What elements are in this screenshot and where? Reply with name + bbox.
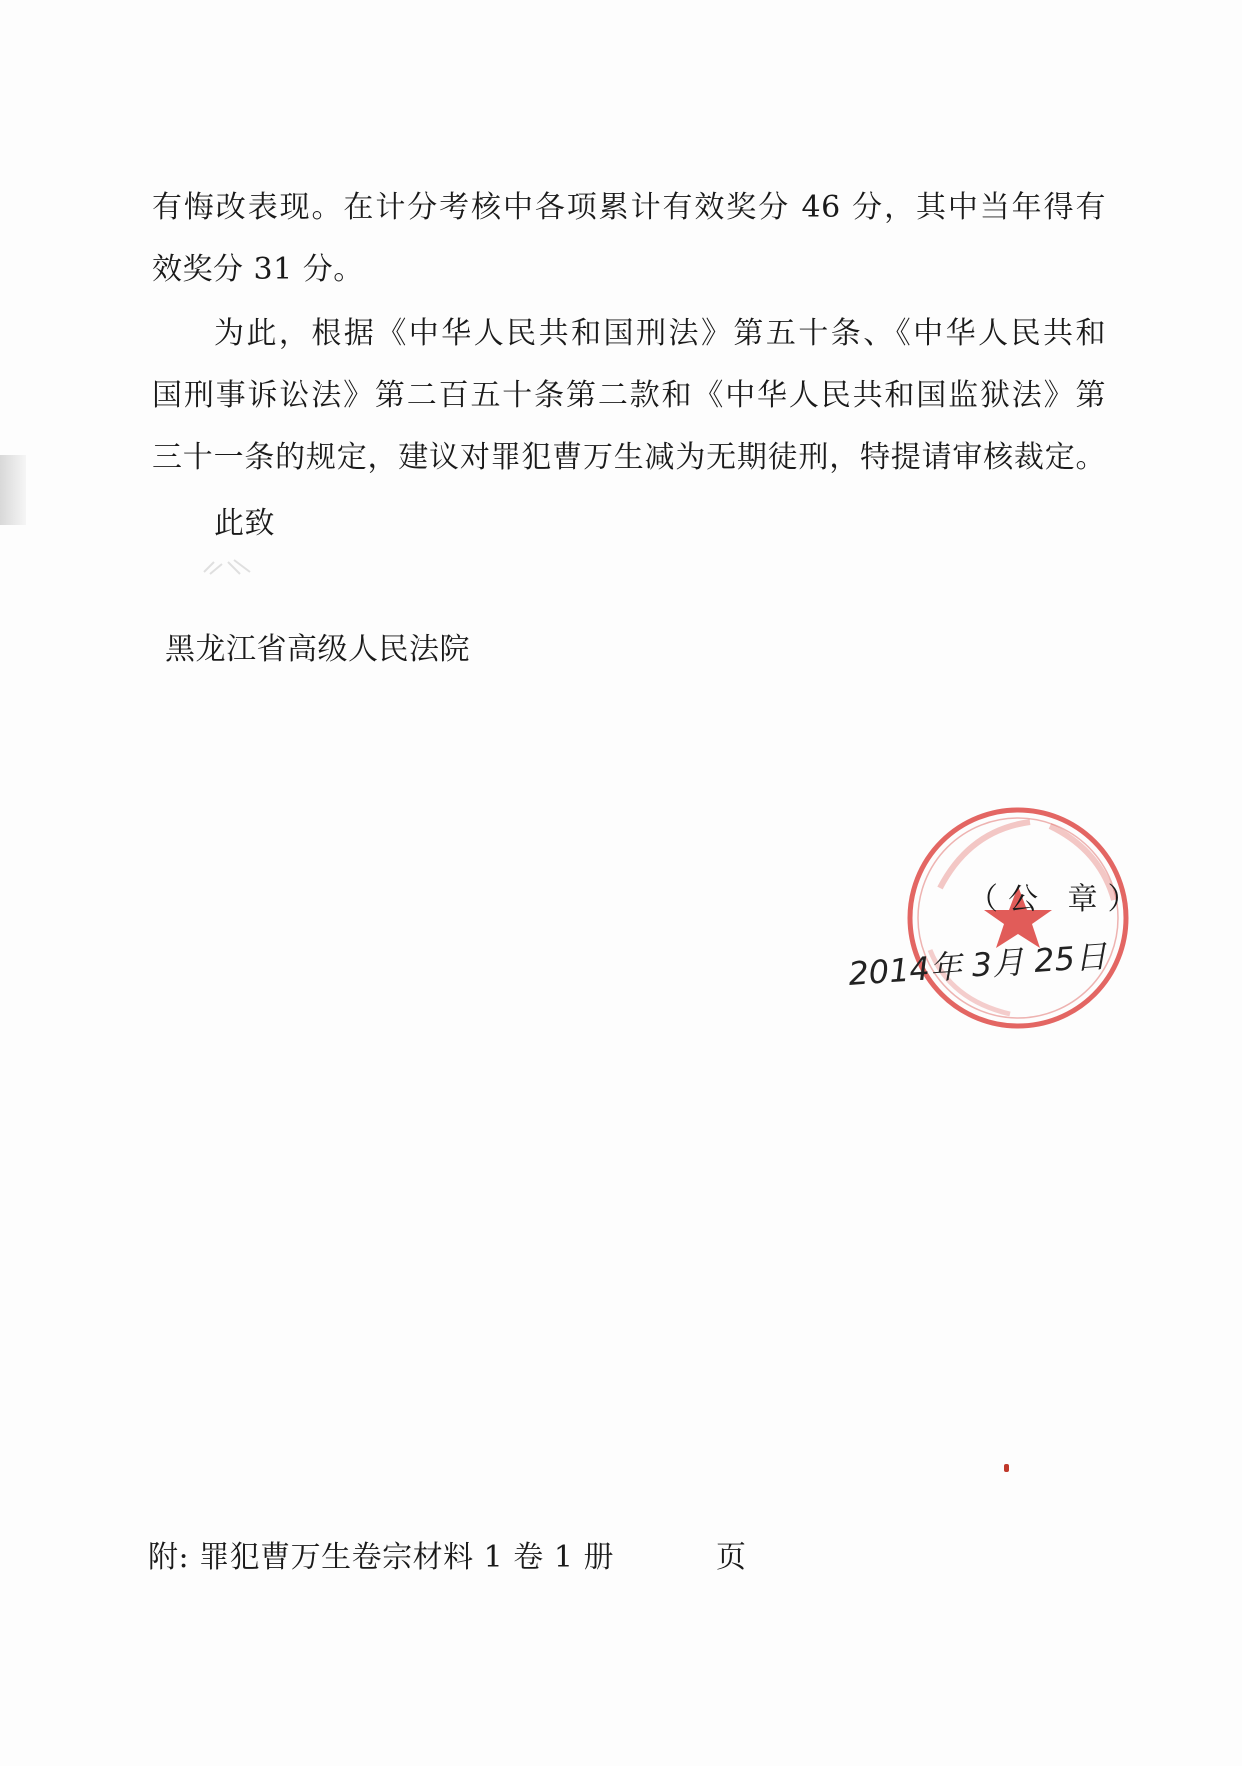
scan-artifact [0,455,26,525]
body-line-5: 三十一条的规定，建议对罪犯曹万生减为无期徒刑，特提请审核裁定。 [152,440,1106,475]
body-line-4: 国刑事诉讼法》第二百五十条第二款和《中华人民共和国监狱法》第 [152,378,1106,413]
body-line-2: 效奖分 31 分。 [152,252,364,287]
body-line-3: 为此，根据《中华人民共和国刑法》第五十条、《中华人民共和 [214,316,1106,351]
recipient: 黑龙江省高级人民法院 [165,632,470,667]
seal-label: （公 章） [968,882,1148,917]
handwritten-date: 2014年 3月 25日 [847,937,1109,993]
attachment-note: 附: 罪犯曹万生卷宗材料 1 卷 1 册 [148,1540,614,1575]
salutation: 此致 [214,506,275,541]
attachment-page-suffix: 页 [716,1540,747,1575]
red-speck [1004,1464,1009,1472]
body-line-1: 有悔改表现。在计分考核中各项累计有效奖分 46 分，其中当年得有 [152,190,1106,225]
faint-stamp-mark [200,556,260,578]
